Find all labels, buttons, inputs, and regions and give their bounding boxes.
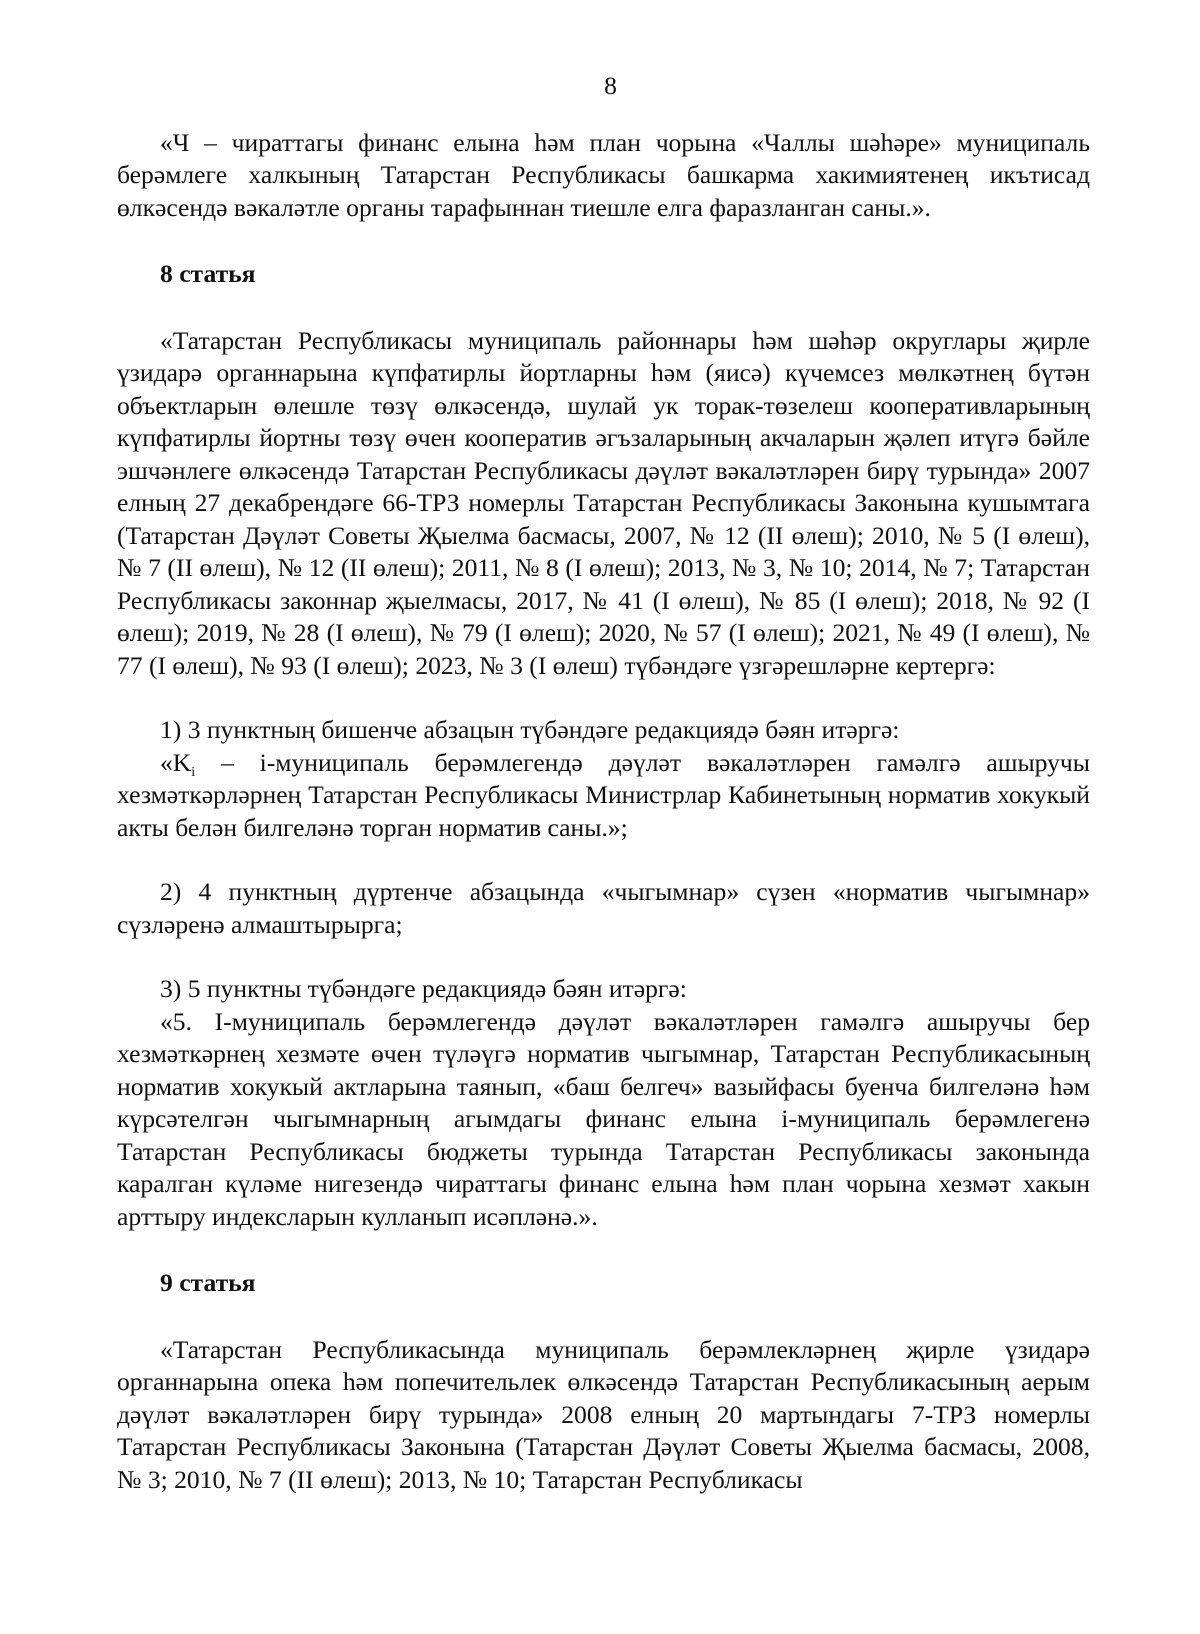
ki-symbol: «K [160,747,192,777]
paragraph-ki-definition [117,747,1090,845]
article-8-heading: 8 статья [160,259,256,288]
page-number: 8 [604,71,617,100]
article-9-heading: 9 статья [160,1268,256,1297]
paragraph-item-3: 3) 5 пунктны түбәндәге редакциядә бәян итәргә: [160,974,687,1003]
paragraph-item-1: 1) 3 пунктның бишенче абзацын түбәндәге редакциядә бәян итәргә: [160,715,900,744]
ki-definition-text: – i-муниципаль берәмлегендә дәүләт вәкаләтләрен гамәлгә ашыручы хезмәткәрләрнең Татарстан Республикасы Министрлар Кабинетының норматив хокукый акты белән билгеләнә торган норматив саны.»; [117,747,1090,842]
paragraph-item-2: 2) 4 пунктның дүртенче абзацында «чыгымнар» сүзен «норматив чыгымнар» сүзләренә алмаштырырга; [117,877,1090,939]
paragraph-article-8-intro: «Татарстан Республикасы муниципаль районнары һәм шәһәр округлары җирле үзидарә органнарына күпфатирлы йортларны һәм (яисә) күчемсез мөлкәтнең бүтән объектларын өлешле төзү өлкәсендә, шулай ук торак-төзелеш кооперативларының күпфатирлы йортны төзү өчен кооператив әгъзаларының акчаларын җәлеп итүгә бәйле эшчәнлеге өлкәсендә Татарстан Республикасы дәүләт вәкаләтләрен бирү турында» 2007 елның 27 декабрендәге 66-ТРЗ номерлы Татарстан Республикасы Законына кушымтага (Татарстан Дәүләт Советы Җыелма басмасы, 2007, № 12 (II өлеш); 2010, № 5 (I өлеш), № 7 (II өлеш), № 12 (II өлеш); 2011, № 8 (I өлеш); 2013, № 3, № 10; 2014, № 7; Татарстан Республикасы законнар җыелмасы, 2017, № 41 (I өлеш), № 85 (I өлеш); 2018, № 92 (I өлеш); 2019, № 28 (I өлеш), № 79 (I өлеш); 2020, № 57 (I өлеш); 2021, № 49 (I өлеш), № 77 (I өлеш), № 93 (I өлеш); 2023, № 3 (I өлеш) түбәндәге үзгәрешләрне кертергә: [117,325,1090,680]
paragraph-article-9-intro: «Татарстан Республикасында муниципаль берәмлекләрнең җирле үзидарә органнарына опека һәм попечительлек өлкәсендә Татарстан Республикасының аерым дәүләт вәкаләтләрен бирү турында» 2008 елның 20 мартындагы 7-ТРЗ номерлы Татарстан Республикасы Законына (Татарстан Дәүләт Советы Җыелма басмасы, 2008, № 3; 2010, № 7 (II өлеш); 2013, № 10; Татарстан Республикасы [117,1334,1090,1494]
ki-subscript: i [191,764,196,780]
paragraph-population-definition: «Ч – чираттагы финанс елына һәм план чорына «Чаллы шәһәре» муниципаль берәмлеге халкының Татарстан Республикасы башкарма хакимиятенең икътисад өлкәсендә вәкаләтле органы тарафыннан тиешле елга фаразланган саны.». [117,127,1090,222]
paragraph-point-5-text: «5. I-муниципаль берәмлегендә дәүләт вәкаләтләрен гамәлгә ашыручы бер хезмәткәрнең хезмәте өчен түләүгә норматив чыгымнар, Татарстан Республикасының норматив хокукый актларына таянып, «баш белгеч» вазыйфасы буенча билгеләнә һәм күрсәтелгән чыгымнарның агымдагы финанс елына i-муниципаль берәмлегенә Татарстан Республикасы бюджеты турында Татарстан Республикасы законында каралган күләме нигезендә чираттагы финанс елына һәм план чорына хезмәт хакын арттыру индексларын кулланып исәпләнә.». [117,1006,1090,1231]
